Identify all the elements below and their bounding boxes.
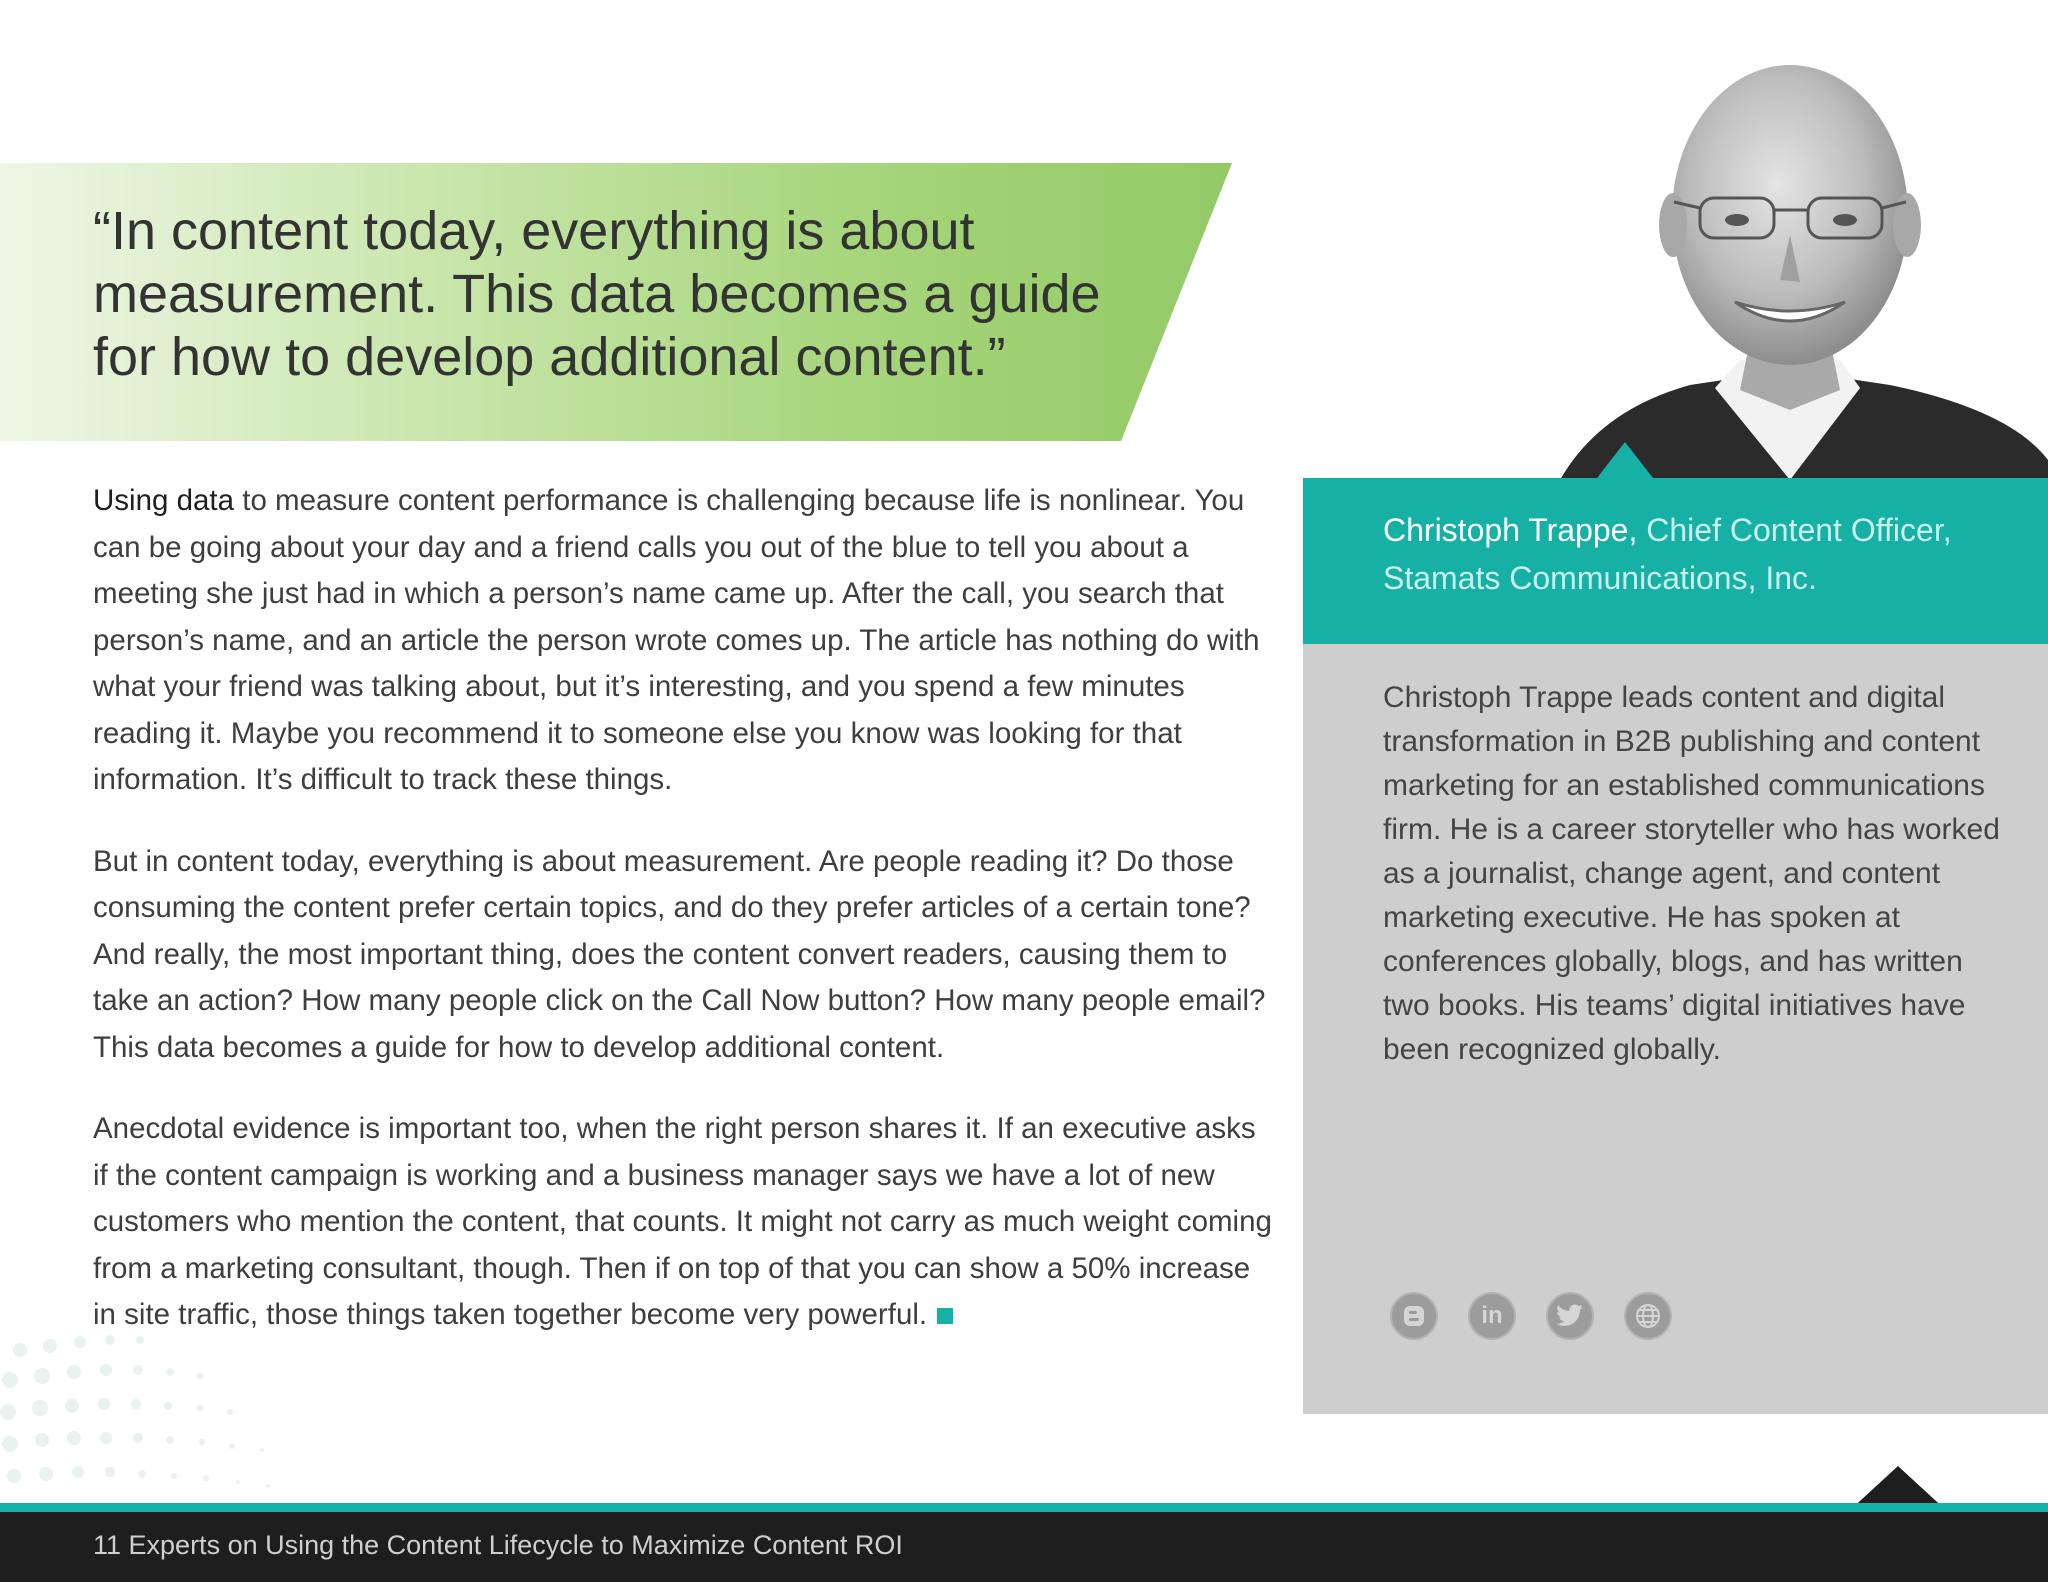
- author-photo: [1540, 40, 2048, 480]
- globe-icon[interactable]: [1624, 1292, 1672, 1340]
- linkedin-icon[interactable]: [1468, 1292, 1516, 1340]
- social-links: [1390, 1292, 1672, 1340]
- article-body: [93, 478, 1273, 1374]
- footer: [0, 1512, 2048, 1582]
- paragraph-text: to measure content performance is challenging because life is nonlinear. You can be going about your day and a friend calls you out of the blue to tell you about a meeting she just had in which a person’s name came up. After the call, you search that person’s name, and an article the person wrote comes up. The article has nothing do with what your friend was talking about, but it’s interesting, and you spend a few minutes reading it. Maybe you recommend it to someone else you know was looking for that information. It’s difficult to track these things.: [93, 484, 1260, 796]
- linkedin-label: in: [1481, 1302, 1503, 1329]
- footer-title: 11 Experts on Using the Content Lifecycle to Maximize Content ROI: [93, 1530, 903, 1560]
- article-paragraph: But in content today, everything is about measurement. Are people reading it? Do those consuming the content prefer certain topics, and do they prefer articles of a certain tone? And really, the most important thing, does the content convert readers, causing them to take an action? How many people click on the Call Now button? How many people email? This data becomes a guide for how to develop additional content.: [93, 844, 1266, 1064]
- end-mark: [937, 1308, 953, 1324]
- using-data-link[interactable]: Using data: [93, 484, 235, 517]
- author-bio-box: [1303, 644, 2048, 1414]
- article-paragraph: [93, 1106, 1273, 1339]
- article-paragraph: [93, 478, 1273, 804]
- decorative-dots: [0, 1320, 360, 1510]
- author-bio: Christoph Trappe leads content and digital transformation in B2B publishing and content marketing for an established communications firm. He is a career storyteller who has worked as a journalist, change agent, and content marketing executive. He has spoken at conferences globally, blogs, and has written two books. His teams’ digital initiatives have been recognized globally.: [1383, 681, 2000, 1066]
- blogger-icon[interactable]: [1390, 1292, 1438, 1340]
- author-title: Chief Content Officer, Stamats Communications, Inc.: [1383, 512, 1952, 596]
- author-heading: [1383, 506, 2033, 602]
- name-box-pointer: [1597, 442, 1653, 478]
- author-name: Christoph Trappe,: [1383, 512, 1638, 548]
- author-name-box: [1303, 478, 2048, 644]
- paragraph-text: Anecdotal evidence is important too, when the right person shares it. If an executive asks if the content campaign is working and a business manager says we have a lot of new customers who mention the content, that counts. It might not carry as much weight coming from a marketing consultant, though. Then if on top of that you can show a 50% increase in site traffic, those things taken together become very powerful.: [93, 1112, 1272, 1331]
- footer-accent-line: [0, 1503, 2048, 1512]
- twitter-icon[interactable]: [1546, 1292, 1594, 1340]
- pull-quote: “In content today, everything is about measurement. This data becomes a guide for how to develop additional content.”: [93, 201, 1101, 387]
